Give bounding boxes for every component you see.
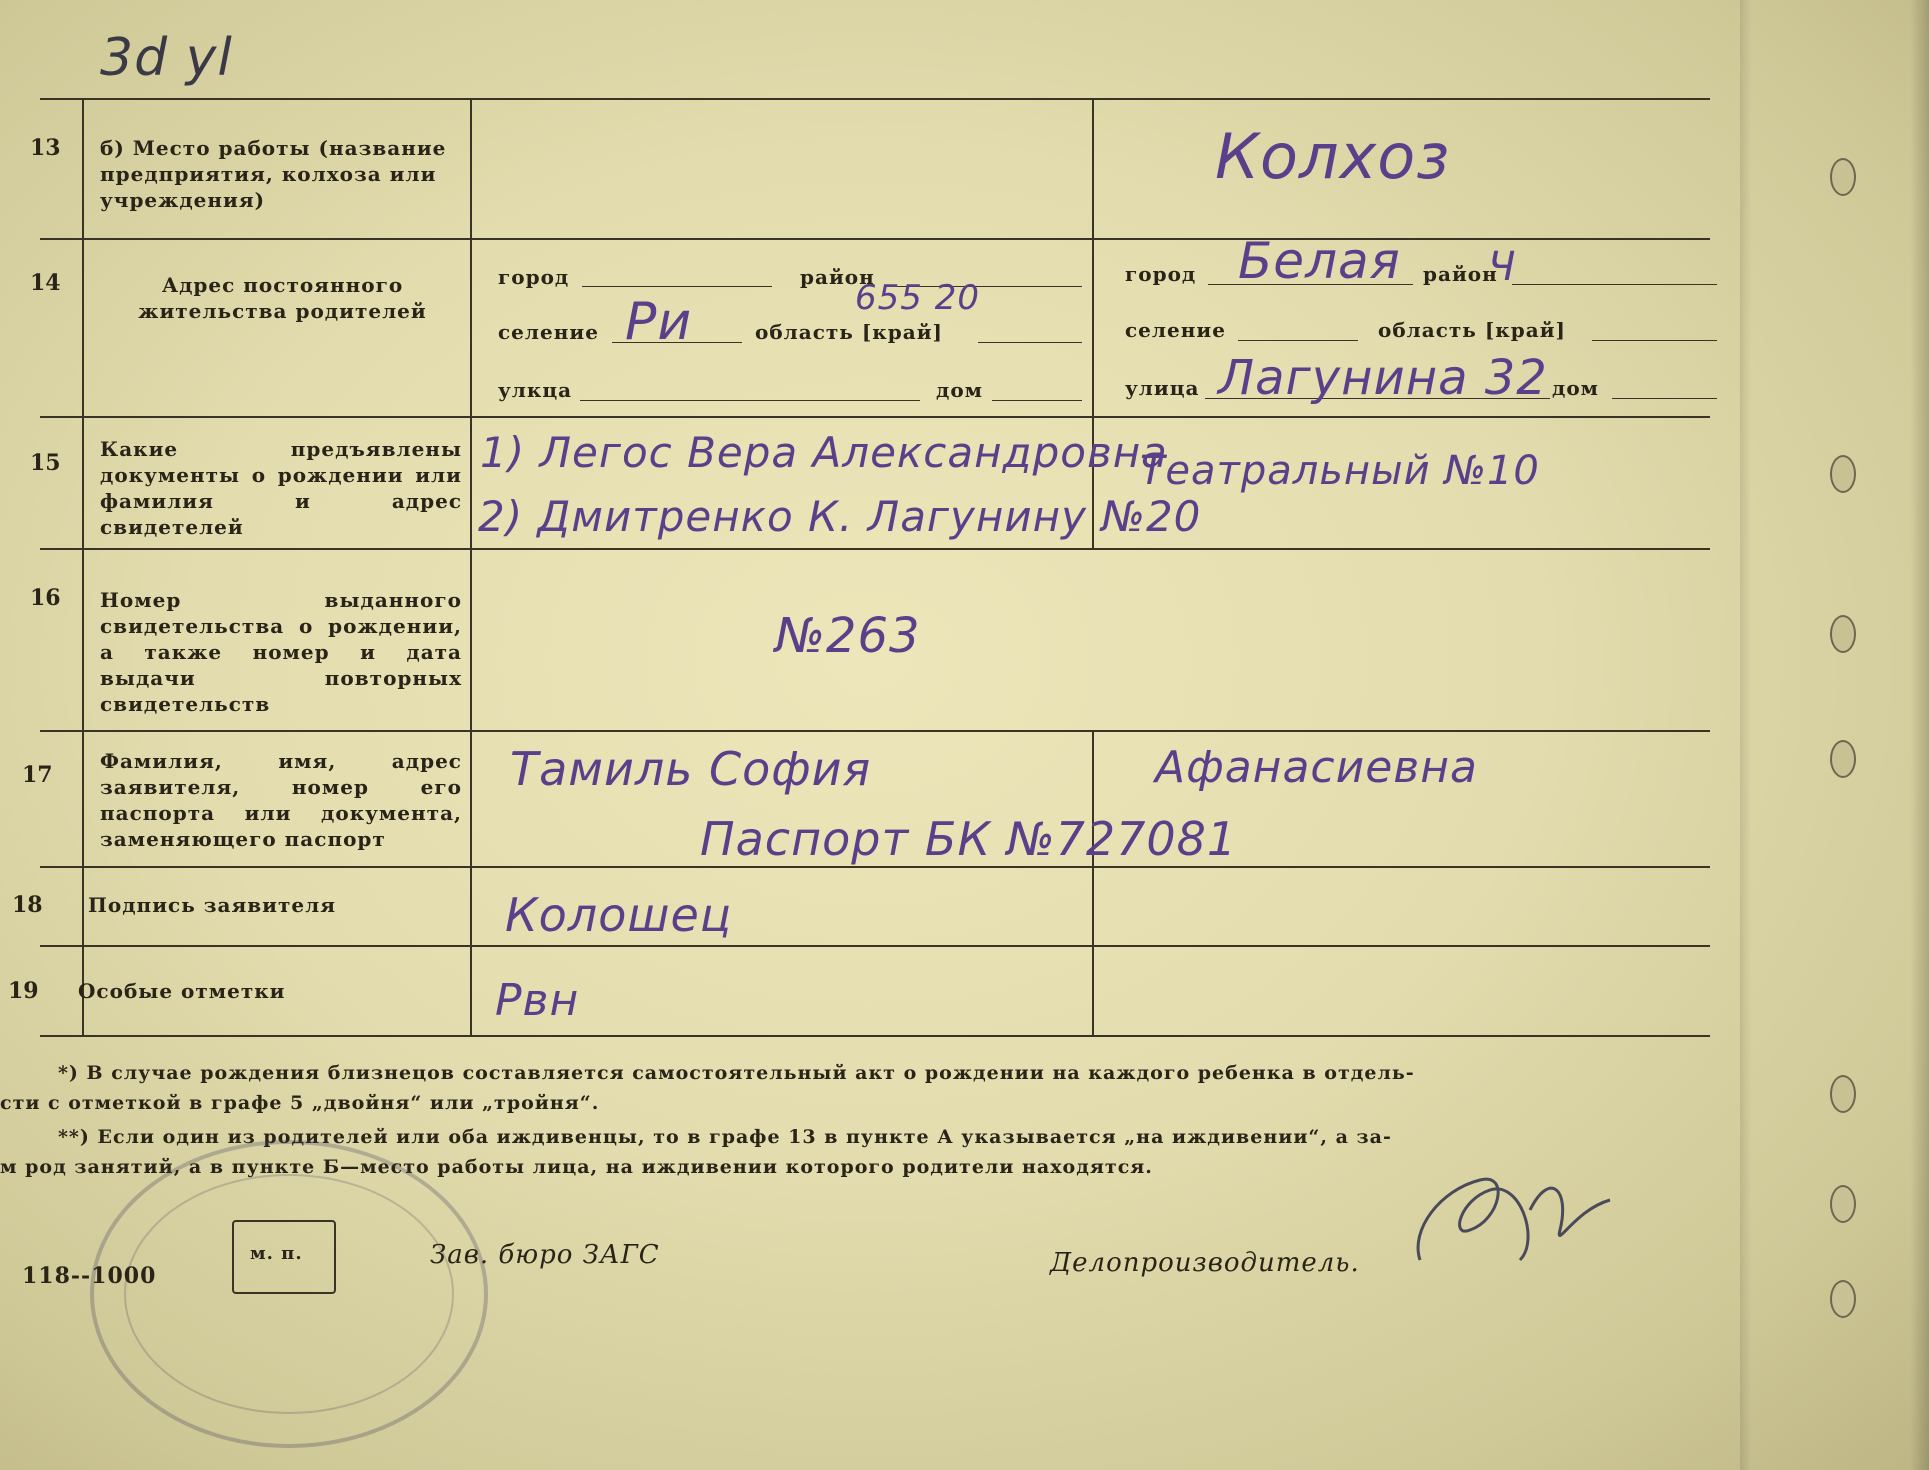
row-label: Адрес постоянного жительства родителей bbox=[138, 273, 427, 323]
fill-line bbox=[1512, 284, 1717, 285]
row-label: Номер выданного свидетельства о рождении, а также номер и дата выдачи повторных свидетельств bbox=[100, 588, 462, 716]
row-number: 15 bbox=[30, 450, 61, 476]
footnote-line: **) Если один из родителей или оба иждивенцы, то в графе 13 в пункте А указывается „на иждивении“, а за- bbox=[58, 1126, 1392, 1148]
page-edge-shadow bbox=[1740, 0, 1929, 1470]
seal-place-label: м. п. bbox=[250, 1243, 303, 1264]
column-divider bbox=[82, 98, 84, 1035]
address-label: селение bbox=[498, 320, 599, 344]
clerk-label: Делопроизводитель. bbox=[1050, 1248, 1360, 1278]
fill-line bbox=[1612, 398, 1717, 399]
address-label: область [край] bbox=[755, 320, 943, 344]
address-label: улица bbox=[1125, 376, 1200, 400]
address-label: район bbox=[1423, 262, 1498, 286]
row-number: 13 bbox=[30, 135, 61, 161]
right-district-value: Ч bbox=[1488, 244, 1517, 290]
row-divider bbox=[40, 730, 1710, 732]
row-label: б) Место работы (название предприятия, колхоза или учреждения) bbox=[100, 136, 447, 212]
table-bottom-border bbox=[40, 1035, 1710, 1037]
documents-value-1: 1) Легос Вера Александровна bbox=[480, 428, 1168, 477]
applicant-passport: Паспорт БК №727081 bbox=[700, 812, 1238, 866]
address-label: район bbox=[800, 265, 875, 289]
punch-hole bbox=[1830, 740, 1856, 778]
address-label: город bbox=[498, 265, 570, 289]
row-label: Фамилия, имя, адрес заявителя, номер его паспорта или документа, заменяющего паспорт bbox=[100, 749, 462, 851]
column-divider bbox=[470, 98, 472, 1035]
column-divider bbox=[1092, 98, 1094, 548]
table-top-border bbox=[40, 98, 1710, 100]
address-label: область [край] bbox=[1378, 318, 1566, 342]
punch-hole bbox=[1830, 455, 1856, 493]
fill-line bbox=[992, 400, 1082, 401]
row-divider bbox=[40, 945, 1710, 947]
right-street-value: Лагунина 32 bbox=[1218, 350, 1548, 406]
left-village-value: Ри bbox=[625, 292, 693, 352]
punch-hole bbox=[1830, 158, 1856, 196]
address-label: селение bbox=[1125, 318, 1226, 342]
address-label: дом bbox=[1552, 376, 1600, 400]
clerk-signature bbox=[1400, 1150, 1630, 1290]
applicant-signature: Колошец bbox=[505, 888, 733, 942]
head-of-registry-label: Зав. бюро ЗАГС bbox=[430, 1240, 660, 1270]
form-code: 118--1000 bbox=[22, 1263, 157, 1289]
address-label: улкца bbox=[498, 378, 573, 402]
row-number: 18 bbox=[12, 892, 43, 918]
footnote-line: *) В случае рождения близнецов составляется самостоятельный акт о рождении на каждого ребенка в отдель- bbox=[58, 1062, 1415, 1084]
row-label: Подпись заявителя bbox=[88, 893, 336, 917]
address-label: дом bbox=[936, 378, 984, 402]
footnote-line: сти с отметкой в графе 5 „двойня“ или „тройня“. bbox=[0, 1092, 600, 1114]
row-divider bbox=[40, 548, 1710, 550]
right-city-value: Белая bbox=[1238, 232, 1401, 290]
row-number: 16 bbox=[30, 585, 61, 611]
footnote-line: м род занятий, а в пункте Б—место работы лица, на иждивении которого родители находятся. bbox=[0, 1156, 1153, 1178]
applicant-patronymic: Афанасиевна bbox=[1155, 742, 1478, 793]
punch-hole bbox=[1830, 615, 1856, 653]
row-label: Особые отметки bbox=[78, 979, 286, 1003]
top-note: 3d yl bbox=[100, 28, 233, 88]
fill-line bbox=[978, 342, 1082, 343]
punch-hole bbox=[1830, 1280, 1856, 1318]
official-seal-stamp bbox=[90, 1140, 488, 1448]
punch-hole bbox=[1830, 1185, 1856, 1223]
fill-line bbox=[580, 400, 920, 401]
documents-value-2: 2) Дмитренко К. Лагунину №20 bbox=[478, 492, 1202, 541]
row-label: Какие предъявлены документы о рождении или фамилия и адрес свидетелей bbox=[100, 437, 462, 539]
fill-line bbox=[1238, 340, 1358, 341]
fill-line bbox=[582, 286, 772, 287]
workplace-value: Колхоз bbox=[1215, 120, 1451, 193]
certificate-number: №263 bbox=[775, 608, 921, 664]
column-divider bbox=[1092, 730, 1094, 1035]
documents-value-1-right: Театральный №10 bbox=[1140, 448, 1540, 494]
row-number: 19 bbox=[8, 978, 39, 1004]
row-divider bbox=[40, 416, 1710, 418]
left-district-value: 655 20 bbox=[855, 278, 980, 318]
fill-line bbox=[1592, 340, 1717, 341]
row-number: 14 bbox=[30, 270, 61, 296]
special-notes-value: Рвн bbox=[495, 975, 580, 1026]
row-divider bbox=[40, 238, 1710, 240]
applicant-name: Тамиль София bbox=[510, 742, 872, 796]
address-label: город bbox=[1125, 262, 1197, 286]
punch-hole bbox=[1830, 1075, 1856, 1113]
row-divider bbox=[40, 866, 1710, 868]
row-number: 17 bbox=[22, 762, 53, 788]
